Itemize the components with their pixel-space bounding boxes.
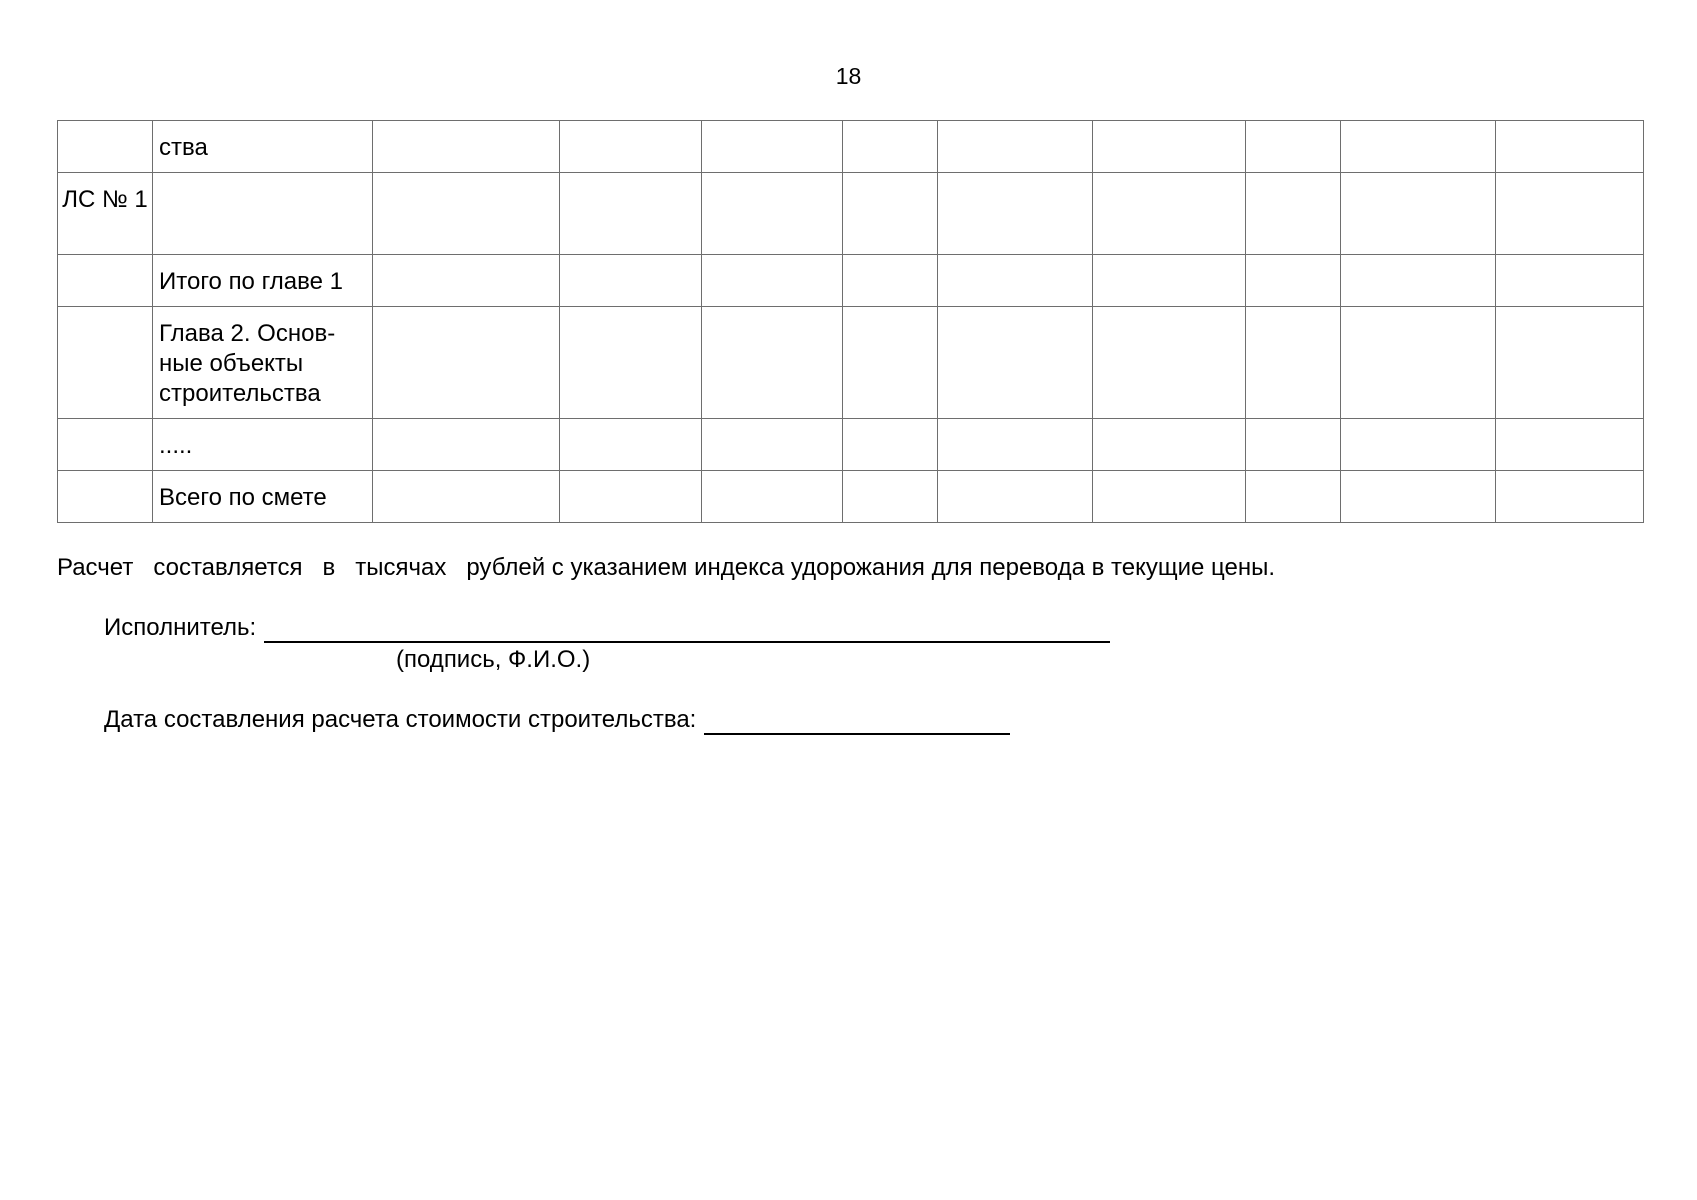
empty-cell	[560, 307, 702, 419]
empty-cell	[1246, 121, 1341, 173]
empty-cell	[843, 173, 938, 255]
empty-cell	[1093, 173, 1246, 255]
empty-cell	[560, 121, 702, 173]
empty-cell	[1496, 255, 1644, 307]
empty-cell	[373, 471, 560, 523]
empty-cell	[843, 471, 938, 523]
empty-cell	[702, 173, 843, 255]
table-row	[58, 121, 1644, 173]
empty-cell	[373, 255, 560, 307]
row-number-cell	[58, 419, 153, 471]
table-row	[58, 471, 1644, 523]
empty-cell	[702, 307, 843, 419]
empty-cell	[1341, 419, 1496, 471]
empty-cell	[373, 419, 560, 471]
empty-cell	[1093, 471, 1246, 523]
empty-cell	[843, 419, 938, 471]
table-row	[58, 419, 1644, 471]
date-label: Дата составления расчета стоимости строительства:	[104, 706, 697, 733]
date-blank	[704, 709, 1010, 735]
table-row	[58, 173, 1644, 255]
empty-cell	[373, 307, 560, 419]
row-name-cell: ства	[153, 121, 373, 173]
row-number-cell	[58, 121, 153, 173]
empty-cell	[560, 419, 702, 471]
row-number-cell	[58, 307, 153, 419]
executor-line	[104, 613, 1110, 643]
empty-cell	[843, 255, 938, 307]
empty-cell	[1496, 173, 1644, 255]
empty-cell	[938, 471, 1093, 523]
empty-cell	[560, 471, 702, 523]
empty-cell	[1246, 307, 1341, 419]
empty-cell	[843, 121, 938, 173]
empty-cell	[1341, 307, 1496, 419]
empty-cell	[938, 419, 1093, 471]
row-name-cell: Глава 2. Основ-ные объекты строительства	[153, 307, 373, 419]
empty-cell	[373, 173, 560, 255]
row-number-cell: ЛС № 1	[58, 173, 153, 255]
executor-signature-blank	[264, 617, 1110, 643]
empty-cell	[1093, 255, 1246, 307]
empty-cell	[938, 173, 1093, 255]
empty-cell	[702, 419, 843, 471]
table-row	[58, 307, 1644, 419]
empty-cell	[702, 255, 843, 307]
executor-label: Исполнитель:	[104, 614, 257, 641]
empty-cell	[1496, 307, 1644, 419]
row-name-cell	[153, 173, 373, 255]
empty-cell	[373, 121, 560, 173]
empty-cell	[1246, 255, 1341, 307]
empty-cell	[1246, 419, 1341, 471]
empty-cell	[1093, 307, 1246, 419]
row-number-cell	[58, 255, 153, 307]
table-row	[58, 255, 1644, 307]
empty-cell	[938, 307, 1093, 419]
empty-cell	[843, 307, 938, 419]
empty-cell	[1341, 121, 1496, 173]
empty-cell	[938, 121, 1093, 173]
empty-cell	[1246, 173, 1341, 255]
empty-cell	[1496, 419, 1644, 471]
empty-cell	[1496, 471, 1644, 523]
date-line	[104, 705, 1010, 735]
row-name-cell: .....	[153, 419, 373, 471]
empty-cell	[938, 255, 1093, 307]
empty-cell	[1341, 173, 1496, 255]
empty-cell	[560, 255, 702, 307]
row-name-cell: Итого по главе 1	[153, 255, 373, 307]
empty-cell	[1093, 121, 1246, 173]
empty-cell	[1341, 471, 1496, 523]
row-name-cell: Всего по смете	[153, 471, 373, 523]
empty-cell	[702, 121, 843, 173]
empty-cell	[1246, 471, 1341, 523]
page-number: 18	[835, 63, 862, 89]
empty-cell	[1496, 121, 1644, 173]
calculation-note: Расчет составляется в тысячах рублей с указанием индекса удорожания для перевода в текущие цены.	[57, 554, 1276, 581]
empty-cell	[702, 471, 843, 523]
empty-cell	[1341, 255, 1496, 307]
empty-cell	[560, 173, 702, 255]
estimate-table	[57, 120, 1644, 523]
empty-cell	[1093, 419, 1246, 471]
row-number-cell	[58, 471, 153, 523]
signature-hint: (подпись, Ф.И.О.)	[396, 646, 591, 673]
